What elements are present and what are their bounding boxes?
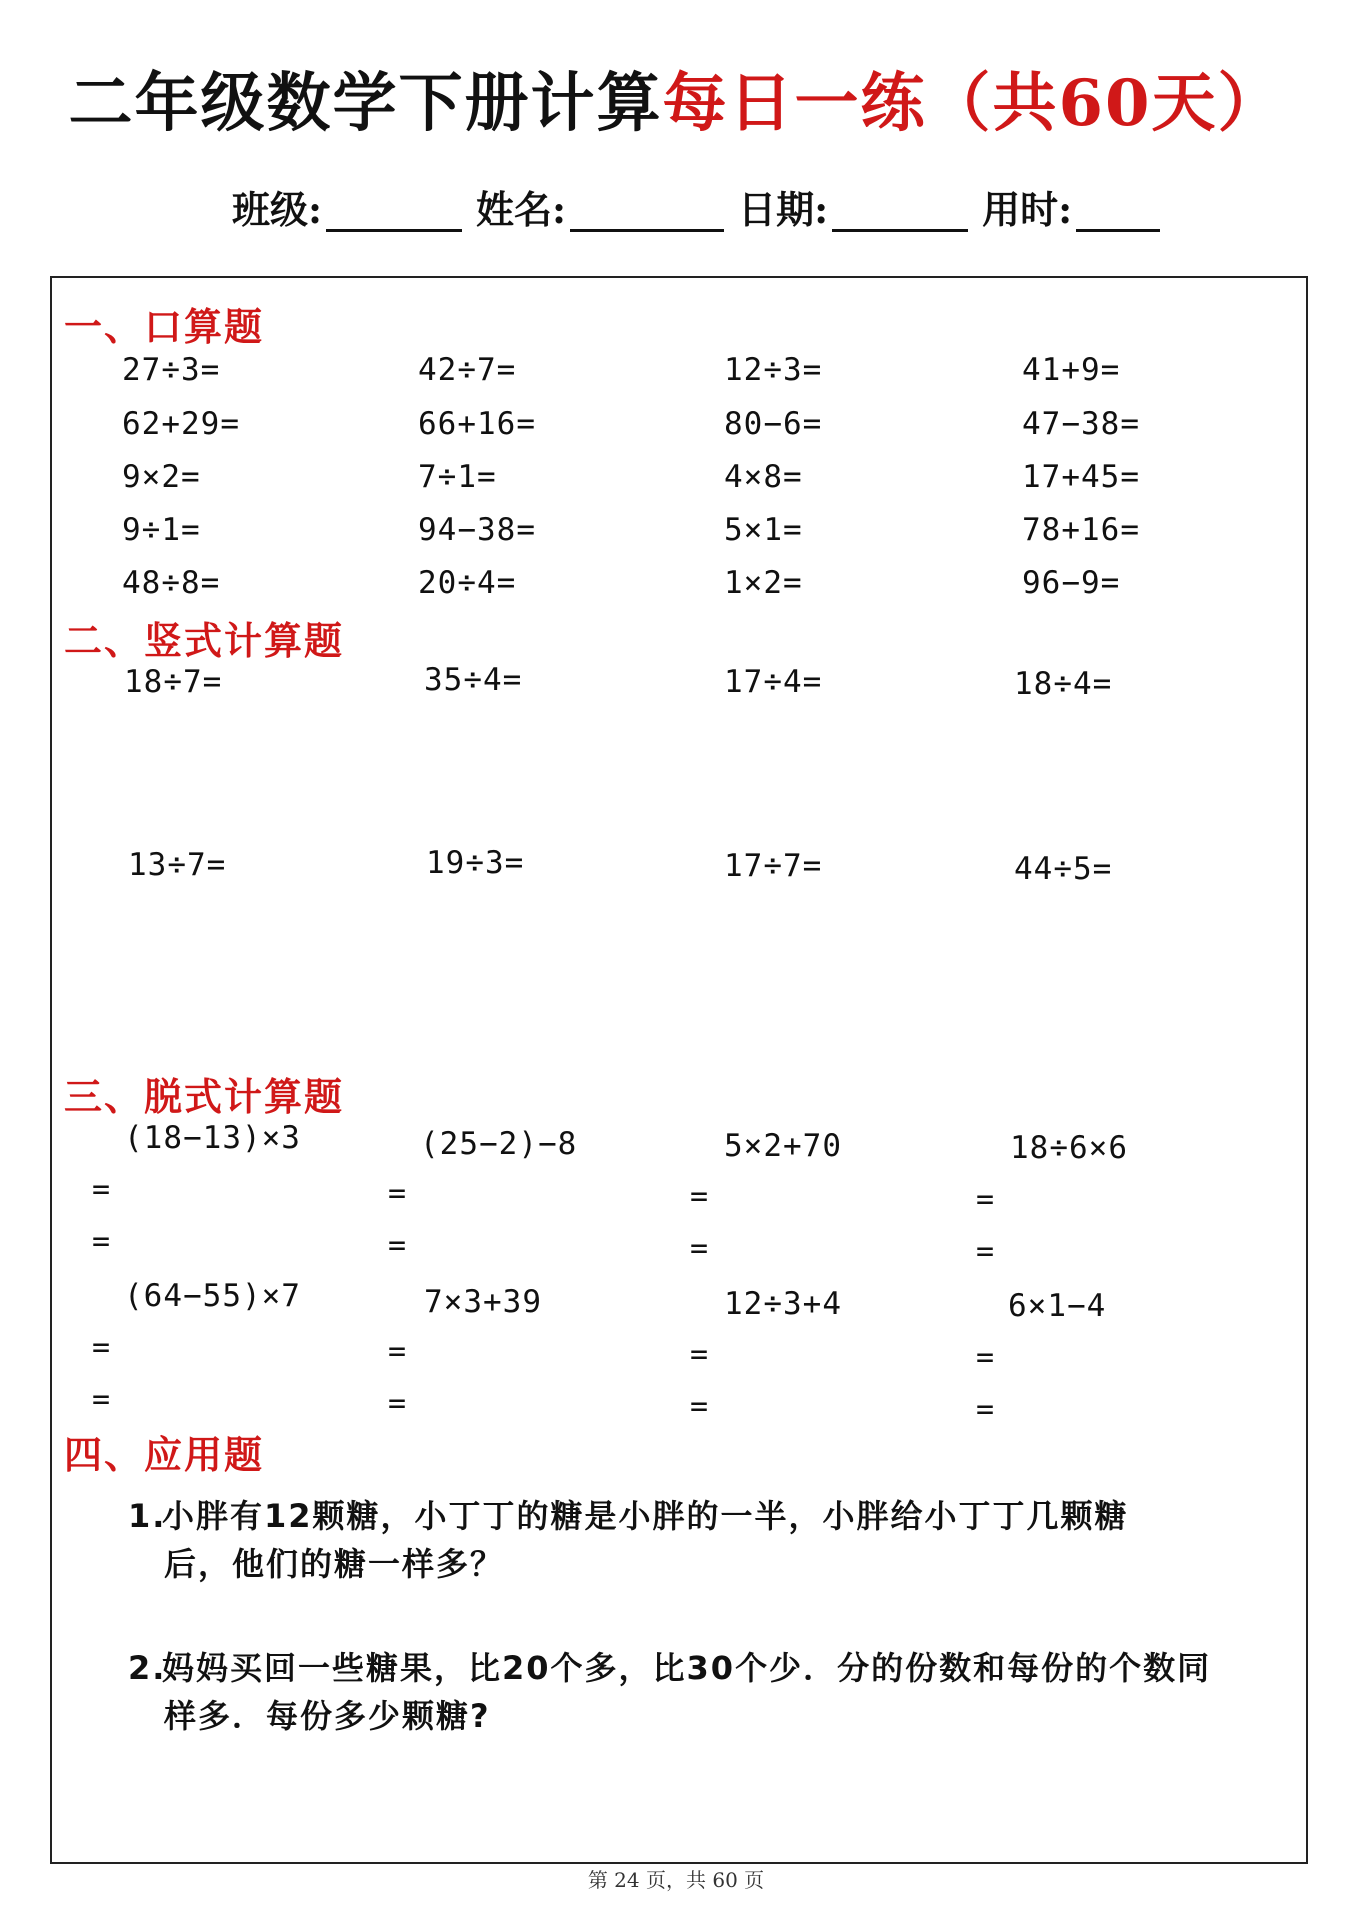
oral-problem: 48÷8= [122, 565, 221, 601]
stepwise-problem: 7×3+39 [424, 1284, 542, 1320]
class-blank[interactable] [326, 185, 462, 232]
time-blank[interactable] [1076, 185, 1160, 232]
equals-sign: = [92, 1382, 111, 1417]
name-blank[interactable] [570, 185, 724, 232]
problem-number: 2. [128, 1649, 167, 1687]
oral-problem: 66+16= [418, 406, 536, 442]
oral-problem: 5×1= [724, 512, 803, 548]
equals-sign: = [388, 1334, 407, 1369]
equals-sign: = [976, 1392, 995, 1427]
oral-problem: 20÷4= [418, 565, 517, 601]
stepwise-problem: 18÷6×6 [1010, 1130, 1128, 1166]
title-black-part: 二年级数学下册计算 [68, 66, 663, 141]
class-label: 班级: [232, 187, 323, 232]
oral-problem: 27÷3= [122, 352, 221, 388]
equals-sign: = [92, 1224, 111, 1259]
stepwise-problem: 6×1−4 [1008, 1288, 1107, 1324]
stepwise-problem: 12÷3+4 [724, 1286, 842, 1322]
vertical-problem: 17÷4= [724, 664, 823, 700]
page-title [0, 52, 1352, 144]
vertical-problem: 18÷7= [124, 664, 223, 700]
oral-problem: 47−38= [1022, 406, 1140, 442]
vertical-problem: 35÷4= [424, 662, 523, 698]
equals-sign: = [388, 1228, 407, 1263]
oral-problem: 94−38= [418, 512, 536, 548]
oral-problem: 17+45= [1022, 459, 1140, 495]
problem-number: 1. [128, 1497, 167, 1535]
oral-problem: 80−6= [724, 406, 823, 442]
problem-text-line1: 小胖有12颗糖，小丁丁的糖是小胖的一半，小胖给小丁丁几颗糖 [162, 1497, 1129, 1535]
equals-sign: = [388, 1386, 407, 1421]
vertical-problem: 19÷3= [426, 845, 525, 881]
date-label: 日期: [738, 187, 829, 232]
equals-sign: = [690, 1389, 709, 1424]
equals-sign: = [976, 1234, 995, 1269]
application-problem-2 [128, 1644, 1228, 1740]
oral-problem: 78+16= [1022, 512, 1140, 548]
oral-problem: 62+29= [122, 406, 240, 442]
problem-text-line2: 样多．每份多少颗糖? [164, 1697, 491, 1735]
name-label: 姓名: [476, 187, 567, 232]
vertical-problem: 44÷5= [1014, 851, 1113, 887]
oral-problem: 7÷1= [418, 459, 497, 495]
oral-problem: 96−9= [1022, 565, 1121, 601]
oral-problem: 41+9= [1022, 352, 1121, 388]
section-heading-oral: 一、口算题 [64, 304, 265, 349]
equals-sign: = [976, 1182, 995, 1217]
stepwise-problem: (64−55)×7 [124, 1278, 301, 1314]
stepwise-problem: (25−2)−8 [420, 1126, 578, 1162]
equals-sign: = [92, 1330, 111, 1365]
vertical-problem: 17÷7= [724, 848, 823, 884]
section-heading-application: 四、应用题 [64, 1432, 265, 1477]
oral-problem: 1×2= [724, 565, 803, 601]
time-label: 用时: [982, 187, 1073, 232]
oral-problem: 9×2= [122, 459, 201, 495]
equals-sign: = [976, 1340, 995, 1375]
oral-problem: 4×8= [724, 459, 803, 495]
oral-problem: 12÷3= [724, 352, 823, 388]
problem-text-line1: 妈妈买回一些糖果，比20个多，比30个少．分的份数和每份的个数同 [162, 1649, 1212, 1687]
equals-sign: = [690, 1179, 709, 1214]
page-number-footer: 第 24 页，共 60 页 [587, 1868, 765, 1892]
section-heading-stepwise: 三、脱式计算题 [64, 1074, 345, 1119]
stepwise-problem: 5×2+70 [724, 1128, 842, 1164]
stepwise-problem: (18−13)×3 [124, 1120, 301, 1156]
title-red-part: 每日一练（共60天） [662, 66, 1284, 141]
equals-sign: = [92, 1172, 111, 1207]
equals-sign: = [690, 1337, 709, 1372]
equals-sign: = [388, 1176, 407, 1211]
oral-problem: 9÷1= [122, 512, 201, 548]
date-blank[interactable] [832, 185, 968, 232]
application-problem-1 [128, 1492, 1228, 1588]
vertical-problem: 18÷4= [1014, 666, 1113, 702]
student-info-line [232, 174, 1160, 234]
vertical-problem: 13÷7= [128, 847, 227, 883]
section-heading-vertical: 二、竖式计算题 [64, 618, 345, 663]
oral-problem: 42÷7= [418, 352, 517, 388]
equals-sign: = [690, 1231, 709, 1266]
problem-text-line2: 后，他们的糖一样多？ [164, 1545, 505, 1583]
